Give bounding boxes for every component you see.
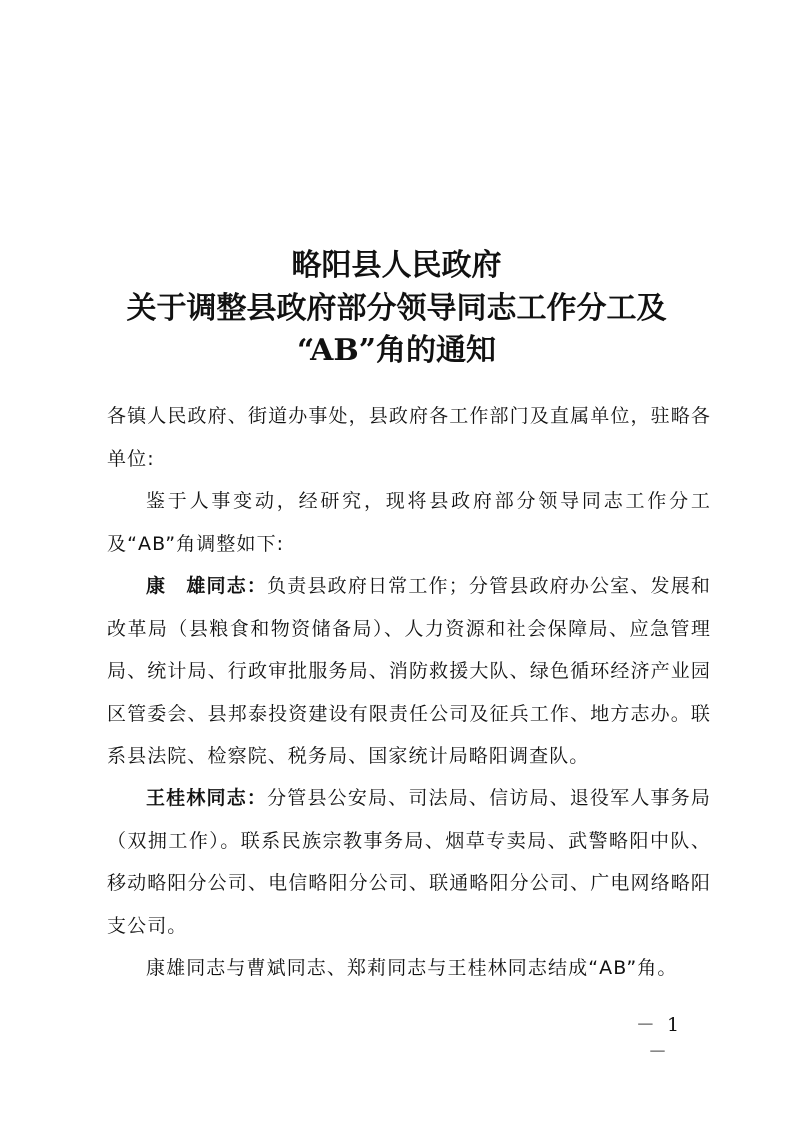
section-body-text: 负责县政府日常工作；分管县政府办公室、发展和改革局（县粮食和物资储备局）、人力资源和社会保障局、应急管理局、统计局、行政审批服务局、消防救援大队、绿色循环经济产业园区管委会、县邦泰投资建设有限责任公司及征兵工作、地方志办。联系县法院、检察院、税务局、国家统计局略阳调查队。: [107, 575, 711, 767]
section-body-text: 分管县公安局、司法局、信访局、退役军人事务局（双拥工作）。联系民族宗教事务局、烟草专卖局、武警略阳中队、移动略阳分公司、电信略阳分公司、联通略阳分公司、广电网络略阳支公司。: [107, 787, 711, 937]
section-lead-name: 王桂林同志：: [146, 787, 268, 809]
section-wang-guilin: [107, 777, 711, 947]
intro-paragraph: 鉴于人事变动，经研究，现将县政府部分领导同志工作分工及“AB”角调整如下:: [107, 490, 711, 555]
document-title-line-2: 关于调整县政府部分领导同志工作分工及: [126, 291, 667, 326]
section-lead-name: 康 雄同志：: [146, 575, 268, 597]
document-title-line-3: “AB”角的通知: [296, 333, 496, 368]
document-title-line-1: 略阳县人民政府: [291, 248, 502, 283]
closing-paragraph: 康雄同志与曹斌同志、郑莉同志与王桂林同志结成“AB”角。: [146, 957, 678, 979]
section-kang-xiong: [107, 565, 711, 778]
salutation-paragraph: 各镇人民政府、街道办事处，县政府各工作部门及直属单位，驻略各单位:: [107, 405, 711, 470]
page-number: － 1 －: [635, 1014, 683, 1063]
